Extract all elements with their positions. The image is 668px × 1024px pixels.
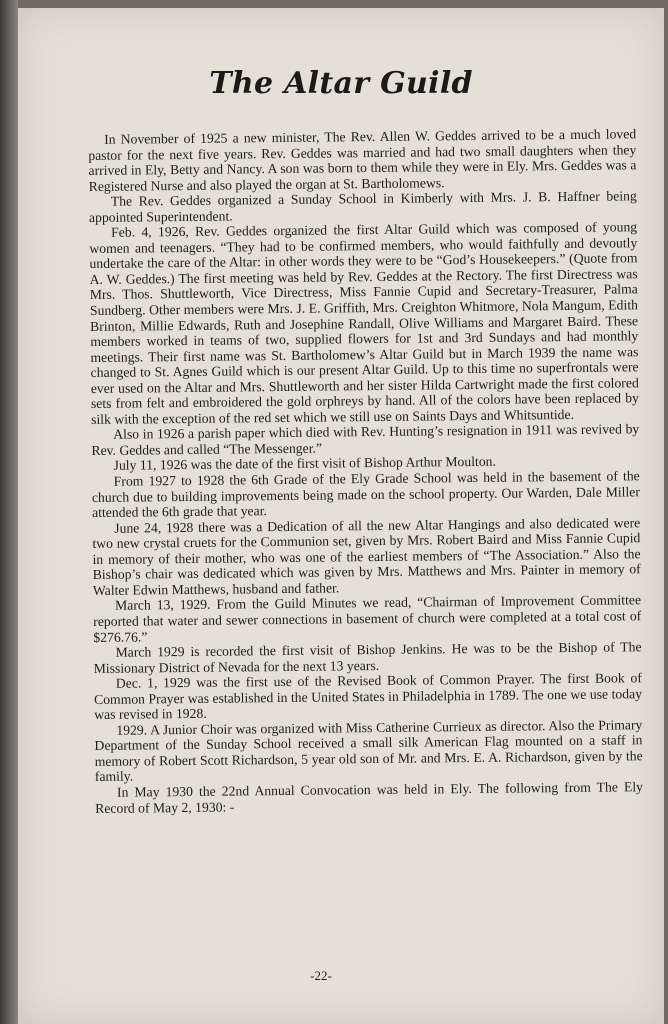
paragraph: In November of 1925 a new minister, The Rev. Allen W. Geddes arrived to be a much loved pastor for the next five years. Rev. Geddes was married and had two small daughters when they arrived in Ely, Betty and Nancy. A son was born to them while they were in Ely. Mrs. Geddes was a Registered Nurse and also played the organ at St. Bartholomews. (88, 126, 637, 194)
paragraph: Feb. 4, 1926, Rev. Geddes organized the first Altar Guild which was composed of young women and teenagers. “They had to be confirmed members, who would faithfully and devoutly undertake the care of the Altar: in other words they were to be “God’s Housekeepers.” (Quote from A. W. Geddes.) The first meeting was held by Rev. Geddes at the Rectory. The first Directress was Mrs. Thos. Shuttleworth, Vice Directress, Miss Fannie Cupid and Secretary-Treasurer, Palma Sundberg. Other members were Mrs. J. E. Griffith, Mrs. Creighton Whitmore, Nola Mangum, Edith Brinton, Millie Edwards, Ruth and Josephine Randall, Olive Williams and Margaret Baird. These members worked in teams of two, supplied flowers for 1st and 3rd Sundays and had monthly meetings. Their first name was St. Bartholomew’s Altar Guild but in March 1939 the name was changed to St. Agnes Guild which is our present Altar Guild. Up to this time no superfrontals were ever used on the Altar and Mrs. Shuttleworth and her sister Hilda Cartwright made the first colored sets from felt and embroidered the gold orphreys by hand. All of the colors have been replaced by silk with the exception of the red set which we still use on Saints Days and Whitsuntide. (89, 219, 639, 427)
page-title: The Altar Guild (209, 66, 473, 101)
paragraph: The Rev. Geddes organized a Sunday School in Kimberly with Mrs. J. B. Haffner being appointed Superintendent. (88, 188, 637, 225)
book-page (18, 8, 664, 1024)
paragraph: March 13, 1929. From the Guild Minutes we read, “Chairman of Improvement Committee reported that water and sewer connections in basement of church were completed at a total cost of $276.76.” (93, 592, 642, 645)
book-gutter (0, 0, 18, 1024)
body-text (88, 118, 643, 816)
paragraph: 1929. A Junior Choir was organized with Miss Catherine Currieux as director. Also the Primary Department of the Sunday School received a small silk American Flag mounted on a staff in memory of Robert Scott Richardson, 5 year old son of Mr. and Mrs. E. A. Richardson, given by the family. (94, 717, 643, 785)
paragraph: In May 1930 the 22nd Annual Convocation was held in Ely. The following from The Ely Record of May 2, 1930: - (95, 779, 644, 816)
paragraph: From 1927 to 1928 the 6th Grade of the Ely Grade School was held in the basement of the church due to building improvements being made on the school property. Our Warden, Dale Miller attended the 6th grade that year. (91, 468, 640, 521)
paragraph: June 24, 1928 there was a Dedication of all the new Altar Hangings and also dedicated were two new crystal cruets for the Communion set, given by Mrs. Robert Baird and Miss Fannie Cupid in memory of their mother, who was one of the earliest members of “The Association.” Also the Bishop’s chair was dedicated which was given by Mrs. Matthews and Mrs. Painter in memory of Walter Edwin Matthews, husband and father. (92, 514, 641, 598)
paragraph: Also in 1926 a parish paper which died with Rev. Hunting’s resignation in 1911 was revived by Rev. Geddes and called “The Messenger.” (91, 421, 640, 458)
paragraph: March 1929 is recorded the first visit of Bishop Jenkins. He was to be the Bishop of The Missionary District of Nevada for the next 13 years. (93, 639, 642, 676)
page-number: -22- (310, 968, 332, 983)
paragraph: July 11, 1926 was the date of the first visit of Bishop Arthur Moulton. (113, 454, 496, 474)
paragraph: Dec. 1, 1929 was the first use of the Revised Book of Common Prayer. The first Book of Common Prayer was established in the United States in Philadelphia in 1789. The one we use today was revised in 1928. (93, 670, 643, 723)
